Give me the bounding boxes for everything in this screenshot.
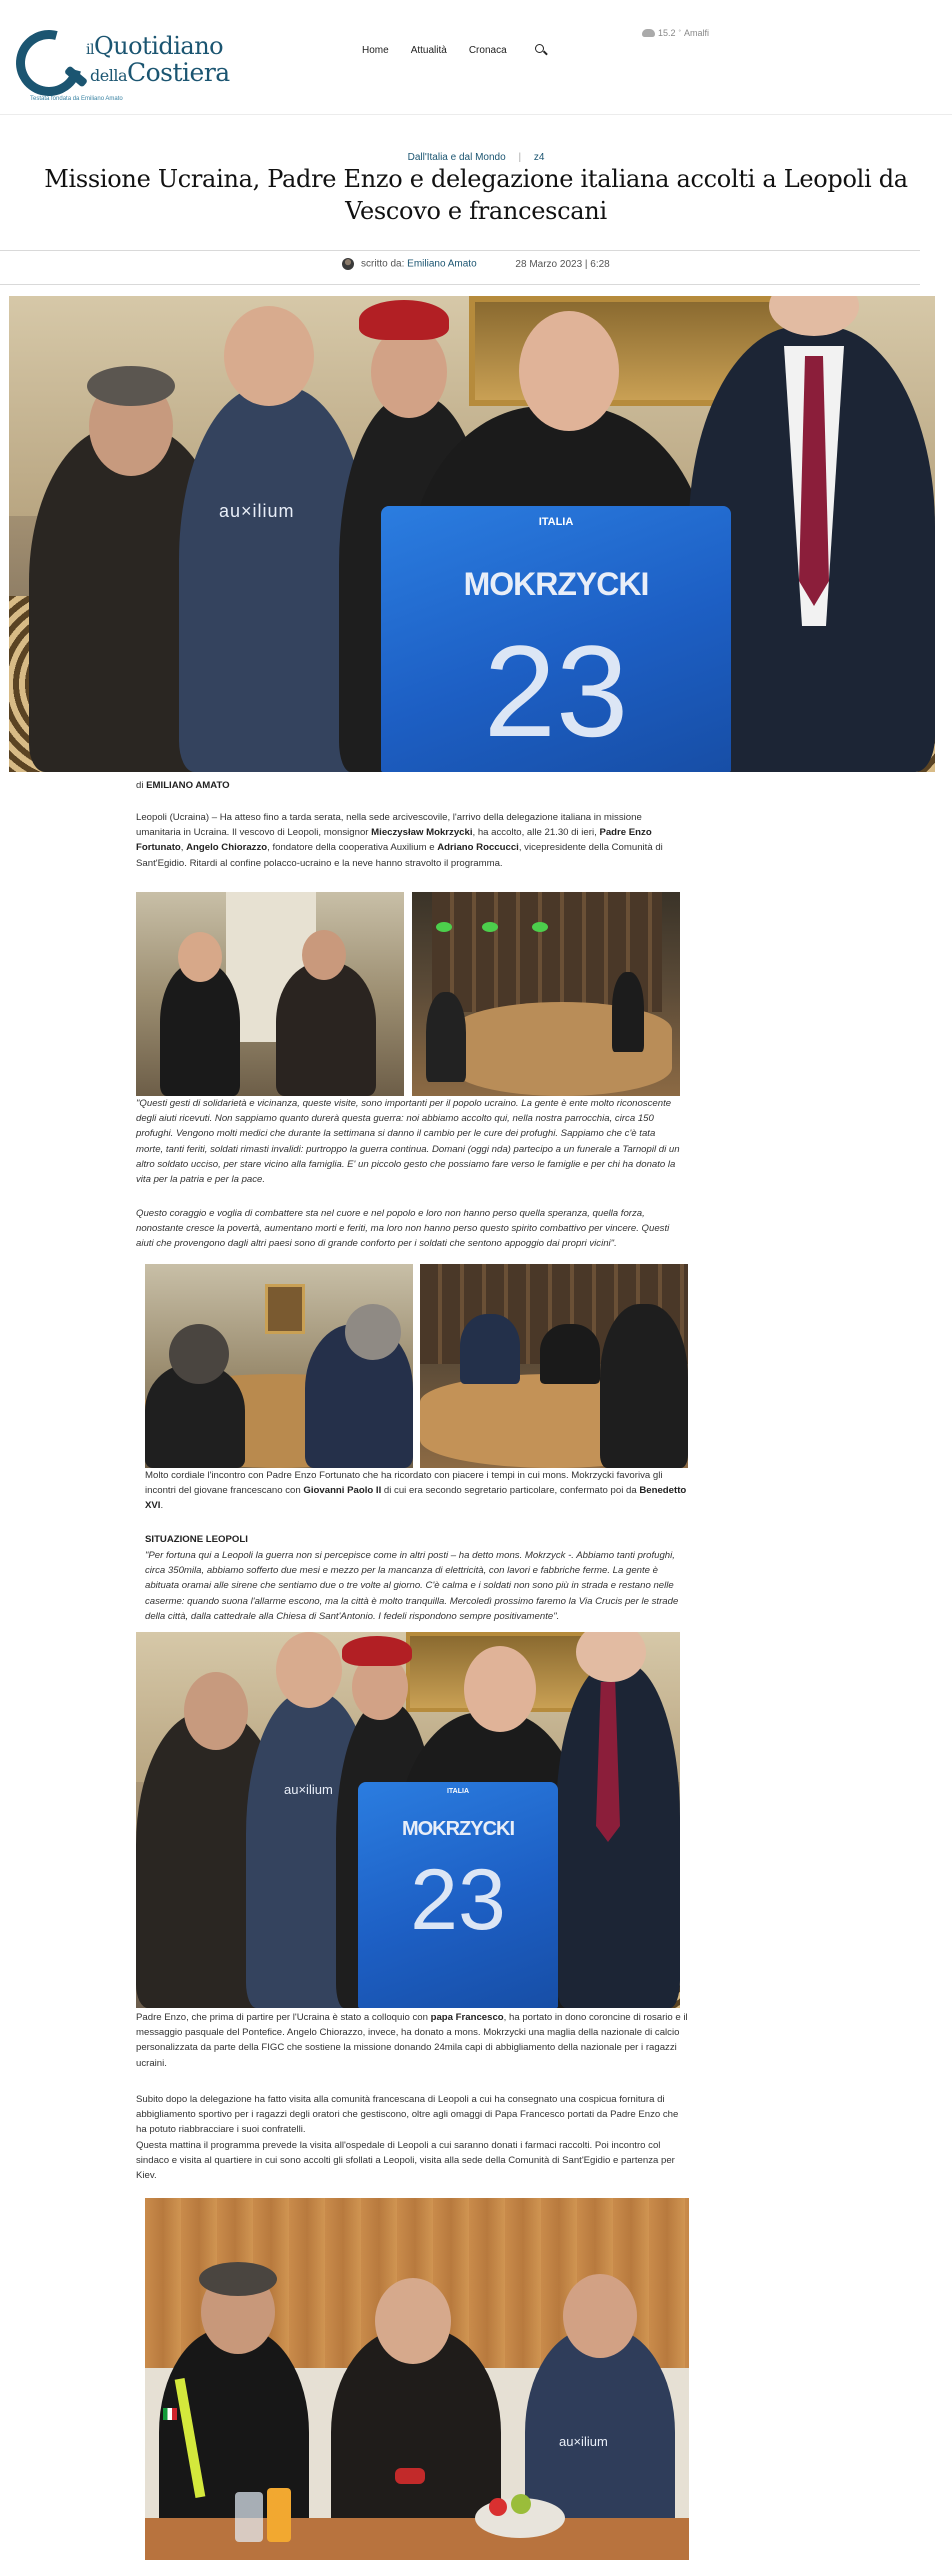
group-badge: au×ilium — [284, 1782, 333, 1797]
article-quote-courage: Questo coraggio e voglia di combattere sta nel cuore e nel popolo e loro non hanno perso quella speranza, quella forza, nonostante cresce la povertà, aumentano morti e feriti, ma loro non hanno perso questo spirito combattivo per vincere. Questi aiuti che provengono dagli altri paesi sono di grande conforto per i soldati che sentono appoggio dai propri vicini". — [136, 1208, 670, 1250]
main-nav — [362, 44, 547, 56]
photo-library-meeting — [412, 892, 680, 1096]
photo-group-jersey — [136, 1632, 680, 2008]
cloud-icon — [642, 29, 655, 37]
site-logo[interactable]: ilQuotidiano dellaCostiera Testata fondata da Emiliano Amato — [16, 28, 226, 106]
weather-temperature: 15.2 — [658, 28, 676, 38]
tag-link[interactable]: z4 — [533, 152, 545, 163]
article-title: Missione Ucraina, Padre Enzo e delegazione italiana accolti a Leopoli da Vescovo e francescani — [44, 165, 908, 225]
photo-three-men-sofa — [145, 2198, 689, 2560]
byline — [0, 258, 952, 270]
section-heading-situation: SITUAZIONE LEOPOLI — [145, 1534, 248, 1545]
site-header — [0, 0, 952, 115]
article-category-row — [0, 152, 952, 163]
hero-jersey: ITALIA MOKRZYCKI 23 — [381, 506, 731, 772]
group-jersey: ITALIA MOKRZYCKI 23 — [358, 1782, 558, 2008]
hero-badge: au×ilium — [219, 501, 295, 521]
author-avatar — [342, 258, 354, 270]
nav-item-cronaca[interactable]: Cronaca — [468, 44, 507, 56]
article-paragraph-intro: Leopoli (Ucraina) – Ha atteso fino a tarda serata, nella sede arcivescovile, l'arrivo della delegazione italiana in missione umanitaria in Ucraina. Il vescovo di Leopoli, monsignor Mieczysław Mokrzycki, ha accolto, alle 21.30 di ieri, Padre Enzo Fortunato, Angelo Chiorazzo, fondatore della cooperativa Auxilium e Adriano Roccucci, vicepresidente della Comunità di Sant'Egidio. Ritardi al confine polacco-ucraino e la neve hanno stravolto il programma. — [136, 812, 663, 869]
article-paragraph-visit-plan: Questa mattina il programma prevede la visita all'ospedale di Leopoli a cui saranno donati i farmaci raccolti. Poi incontro col sindaco e visita al quartiere in cui sono accolti gli sfollati a Leopoli, visita alla sede della Comunità di Sant'Egidio e partenza per Kiev. — [136, 2140, 675, 2182]
divider — [0, 284, 920, 285]
sofa-badge: au×ilium — [559, 2434, 608, 2449]
search-icon[interactable] — [535, 44, 547, 56]
article-date: 28 Marzo 2023 | 6:28 — [515, 258, 610, 270]
category-link[interactable]: Dall'Italia e dal Mondo — [407, 152, 506, 163]
photo-bishop-friar-corridor — [136, 892, 404, 1096]
photo-meeting-table-2 — [420, 1264, 688, 1468]
weather-widget — [642, 28, 709, 38]
weather-degree: ° — [678, 30, 681, 36]
weather-city: Amalfi — [683, 28, 709, 38]
category-separator: | — [518, 152, 522, 163]
byline-prefix: scritto da: — [361, 258, 405, 270]
photo-meeting-table-1 — [145, 1264, 413, 1468]
article-paragraph-gifts: Padre Enzo, che prima di partire per l'Ucraina è stato a colloquio con papa Francesco, ha portato in dono coroncine di rosario e il messaggio pasquale del Pontefice. Angelo Chiorazzo, invece, ha donato a mons. Mokrzycki una maglia della nazionale di calcio personalizzata da parte della FIGC che sostiene la missione donando 24mila capi di abbigliamento della nazionale per i ragazzi ucraini. — [136, 2012, 688, 2069]
nav-item-attualita[interactable]: Attualità — [410, 44, 447, 56]
article-quote-bishop: "Questi gesti di solidarietà e vicinanza, queste visite, sono importanti per il popolo ucraino. La gente è ente molto riconoscente degli aiuti ricevuti. Non sappiamo quanto durerà questa guerra: noi abbiamo accolto qui, nella nostra parrocchia, circa 150 profughi. Vengono molti medici che durante la settimana si danno il cambio per le cure dei profughi. Sappiamo che c'è tata morte, tanti feriti, soldati rimasti invalidi: purtroppo la guerra continua. Domani (oggi nda) partecipo a un funerale a Tarnopil di un altro soldato ucciso, per stare vicino alla famiglia. E' un piccolo gesto che possiamo fare verso le famiglie e per chi ha donato la vita per la patria e per la pace. — [136, 1098, 680, 1186]
nav-item-home[interactable]: Home — [362, 44, 389, 56]
logo-tagline: Testata fondata da Emiliano Amato — [30, 96, 123, 102]
article-paragraph-visit-community: Subito dopo la delegazione ha fatto visita alla comunità francescana di Leopoli a cui ha consegnato una cospicua fornitura di abbigliamento sportivo per i ragazzi degli oratori che gestiscono, oltre agli omaggi di Papa Francesco portati da Padre Enzo che ha potuto riabbracciare i suoi confratelli. — [136, 2094, 679, 2136]
article-credit: di EMILIANO AMATO — [136, 780, 230, 791]
hero-photo — [9, 296, 935, 772]
article-paragraph-meeting: Molto cordiale l'incontro con Padre Enzo Fortunato che ha ricordato con piacere i tempi in cui mons. Mokrzycki favoriva gli incontri del giovane francescano con Giovanni Paolo II di cui era secondo segretario particolare, confermato poi da Benedetto XVI. — [145, 1470, 687, 1512]
article-quote-situation: "Per fortuna qui a Leopoli la guerra non si percepisce come in altri posti – ha detto mons. Mokrzyck -. Abbiamo tanti profughi, circa 350mila, abbiamo sofferto due mesi e mezzo per la mancanza di elettricità, con lavori e fabbriche ferme. La gente è abituata oramai alle sirene che sentiamo due o tre volte al giorno. C'è calma e i soldati non sono più in strada e restano nelle caserme: quando suona l'allarme escono, ma la città è molto tranquilla. Mercoledì prossimo faremo la Via Crucis per le strade della città, dalla cattedrale alla Chiesa di Sant'Antonio. I fedeli rispondono sempre positivamente". — [145, 1550, 679, 1622]
divider — [0, 250, 920, 251]
author-link[interactable]: Emiliano Amato — [407, 258, 477, 270]
logo-q-mark — [4, 18, 94, 108]
